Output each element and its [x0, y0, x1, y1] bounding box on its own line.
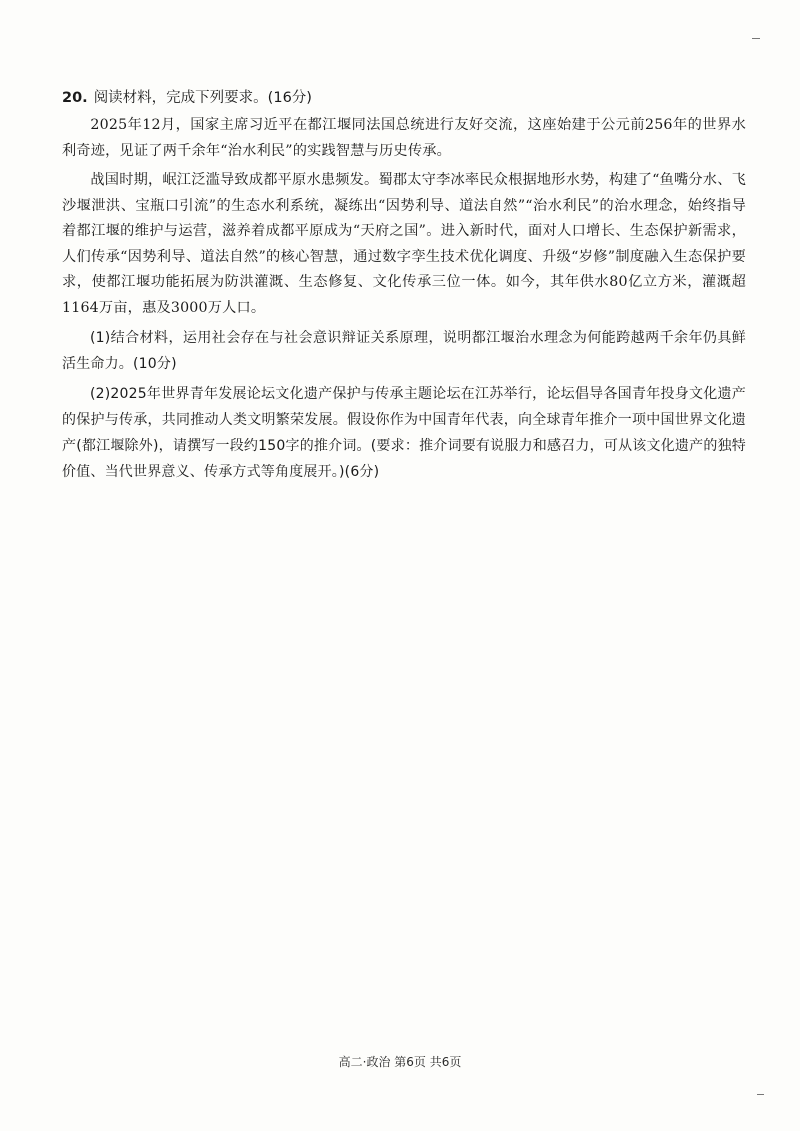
corner-mark-top-right	[752, 38, 760, 39]
question-instruction: 阅读材料，完成下列要求。(16分)	[93, 90, 312, 106]
sub-question-1: (1)结合材料，运用社会存在与社会意识辩证关系原理，说明都江堰治水理念为何能跨越两千余年仍具鲜活生命力。(10分)	[62, 330, 746, 372]
question-title	[62, 88, 746, 108]
material-paragraph-1: 2025年12月，国家主席习近平在都江堰同法国总统进行友好交流，这座始建于公元前256年的世界水利奇迹，见证了两千余年“治水利民”的实践智慧与历史传承。	[62, 117, 746, 159]
corner-mark-bottom-right	[757, 1094, 764, 1095]
question-20	[62, 88, 746, 489]
material-paragraph-2: 战国时期，岷江泛滥导致成都平原水患频发。蜀郡太守李冰率民众根据地形水势，构建了“鱼嘴分水、飞沙堰泄洪、宝瓶口引流”的生态水利系统，凝练出“因势利导、道法自然”“治水利民”的治水理念，始终指导着都江堰的维护与运营，滋养着成都平原成为“天府之国”。进入新时代，面对人口增长、生态保护新需求，人们传承“因势利导、道法自然”的核心智慧，通过数字孪生技术优化调度、升级“岁修”制度融入生态保护要求，使都江堰功能拓展为防洪灌溉、生态修复、文化传承三位一体。如今，其年供水80亿立方米，灌溉超1164万亩，惠及3000万人口。	[62, 172, 746, 316]
question-number: 20.	[62, 90, 88, 106]
page-footer: 高二·政治 第6页 共6页	[338, 1055, 462, 1069]
sub-question-2: (2)2025年世界青年发展论坛文化遗产保护与传承主题论坛在江苏举行，论坛倡导各国青年投身文化遗产的保护与传承，共同推动人类文明繁荣发展。假设你作为中国青年代表，向全球青年推介一项中国世界文化遗产(都江堰除外)，请撰写一段约150字的推介词。(要求：推介词要有说服力和感召力，可从该文化遗产的独特价值、当代世界意义、传承方式等角度展开。)(6分)	[62, 386, 746, 480]
